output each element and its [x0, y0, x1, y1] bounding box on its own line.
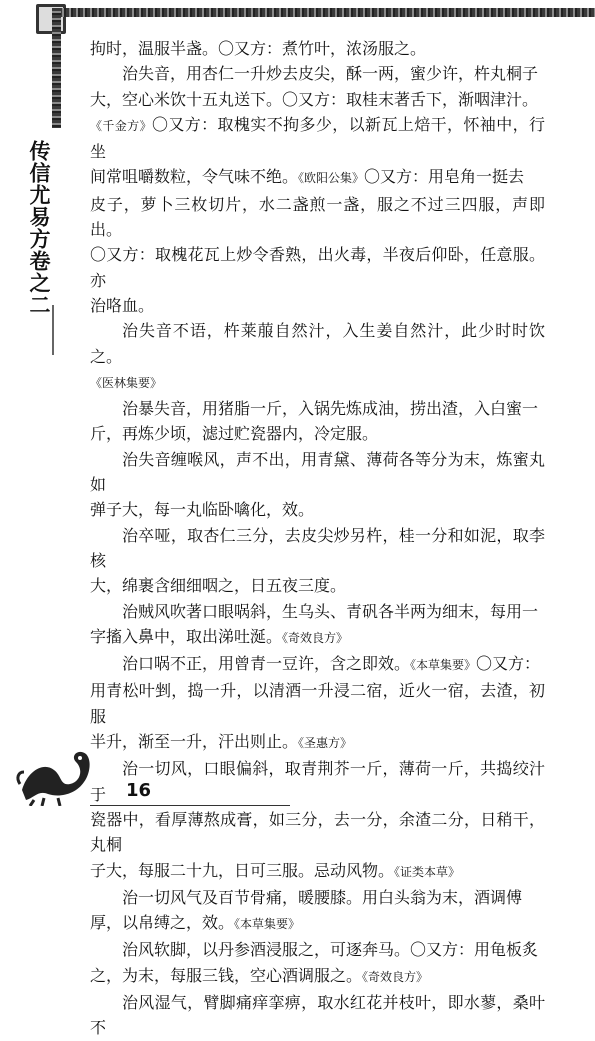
- text-line: [90, 963, 545, 990]
- source-citation: 《奇效良方》: [282, 630, 349, 645]
- text-line: [90, 497, 545, 522]
- text-line: [90, 910, 545, 937]
- text-line: [90, 937, 545, 962]
- source-citation: 《圣惠方》: [298, 736, 353, 751]
- text-line: [90, 318, 545, 369]
- source-citation: 《奇效良方》: [362, 969, 429, 984]
- text-line: [90, 523, 545, 574]
- line-text: 治失音缠喉风，声不出，用青黛、薄荷各等分为末，炼蜜丸如: [90, 449, 545, 495]
- text-line: [90, 112, 545, 165]
- side-rule: [52, 305, 54, 355]
- line-text: 治一切风，口眼偏斜，取青荆芥一斤，薄荷一斤，共捣绞汁于: [90, 759, 545, 804]
- text-line: [90, 164, 545, 191]
- text-line: [90, 242, 545, 293]
- line-text: 治风湿气，臂脚痛痒挛痹，取水红花并枝叶，即水蓼，桑叶不: [90, 992, 545, 1038]
- text-line: [90, 599, 545, 624]
- source-citation: 《千金方》: [90, 118, 152, 133]
- text-line: [90, 61, 545, 86]
- source-citation: 《证类本草》: [394, 864, 461, 879]
- line-text: 治咯血。: [90, 295, 155, 315]
- page-number: 16: [126, 780, 152, 801]
- text-line: [90, 421, 545, 446]
- text-line: [90, 369, 545, 396]
- line-text: 大，空心米饮十五丸送下。〇又方：取桂末著舌下，渐咽津汁。: [90, 89, 539, 109]
- side-border: [52, 8, 61, 128]
- line-text: 厚，以帛缚之，效。: [90, 913, 235, 933]
- line-text: 治风软脚，以丹参酒浸服之，可逐奔马。〇又方：用龟板炙: [122, 940, 539, 960]
- text-line: [90, 624, 545, 651]
- source-citation: 《本草集要》: [410, 658, 477, 673]
- text-line: [90, 678, 545, 729]
- text-line: [90, 293, 545, 318]
- page-body: [90, 36, 545, 1041]
- line-text: 皮子，萝卜三枚切片，水二盏煎一盏，服之不过三四服，声即出。: [90, 194, 545, 240]
- text-line: [90, 729, 545, 756]
- running-title: 传信尤易方卷之二: [27, 140, 51, 316]
- source-citation: 《本草集要》: [234, 917, 301, 932]
- line-text-continued: 〇又方：用皂角一挺去: [364, 167, 525, 187]
- line-text: 大，绵裹含细细咽之，日五夜三度。: [90, 576, 347, 596]
- dragon-ornament: [14, 740, 94, 806]
- line-text: 瓷器中，看厚薄熬成膏，如三分，去一分，余渣二分，日稍干，丸桐: [90, 809, 545, 855]
- line-text-continued: 〇又方：取槐实不拘多少，以新瓦上焙干，怀袖中，行坐: [90, 114, 545, 162]
- header-border: [52, 8, 595, 17]
- line-text: 之，为末，每服三钱，空心酒调服之。: [90, 965, 363, 985]
- line-text: 用青松叶剉，捣一升，以清酒一升浸二宿，近火一宿，去渣，初服: [90, 681, 545, 726]
- source-citation: 《医林集要》: [90, 375, 163, 390]
- line-text-continued: 〇又方：: [476, 654, 541, 674]
- text-line: [90, 858, 545, 885]
- text-line: [90, 87, 545, 112]
- source-citation: 《欧阳公集》: [298, 171, 365, 186]
- line-text: 治卒哑，取杏仁三分，去皮尖炒另杵，桂一分和如泥，取李核: [90, 525, 545, 570]
- text-line: [90, 990, 545, 1041]
- line-text: 字搐入鼻中，取出涕吐涎。: [90, 626, 283, 646]
- line-text: 治口㖞不正，用曾青一豆许，含之即效。: [122, 654, 411, 674]
- line-text: 治一切风气及百节骨痛，暖腰膝。用白头翁为末，酒调傅: [122, 887, 523, 907]
- line-text: 治暴失音，用猪脂一斤，入锅先炼成油，捞出渣，入白蜜一: [122, 399, 539, 419]
- text-line: [90, 573, 545, 598]
- line-text: 弹子大，每一丸临卧噙化，效。: [90, 500, 315, 520]
- text-line: [90, 36, 545, 61]
- footer-rule: [90, 805, 290, 806]
- text-line: [90, 807, 545, 858]
- text-line: [90, 651, 545, 678]
- line-text: 斤，再炼少顷，滤过贮瓷器内，冷定服。: [90, 424, 379, 444]
- text-line: [90, 756, 545, 807]
- line-text: 间常咀嚼数粒，令气味不绝。: [90, 167, 299, 187]
- text-line: [90, 192, 545, 243]
- line-text: 治贼风吹著口眼㖞斜，生乌头、青矾各半两为细末，每用一: [122, 601, 539, 621]
- text-line: [90, 885, 545, 910]
- line-text: 子大，每服二十九，日可三服。忌动风物。: [90, 860, 395, 880]
- line-text: 拘时，温服半盏。〇又方：煮竹叶，浓汤服之。: [90, 39, 427, 58]
- line-text: 〇又方：取槐花瓦上炒令香熟，出火毒，半夜后仰卧，任意服。亦: [90, 245, 545, 290]
- text-line: [90, 447, 545, 498]
- line-text: 半升，渐至一升，汗出则止。: [90, 732, 299, 752]
- line-text: 治失音不语，杵莱菔自然汁，入生姜自然汁，此少时时饮之。: [90, 321, 545, 366]
- line-text: 治失音，用杏仁一升炒去皮尖，酥一两，蜜少许，杵丸桐子: [122, 64, 539, 84]
- text-line: [90, 396, 545, 421]
